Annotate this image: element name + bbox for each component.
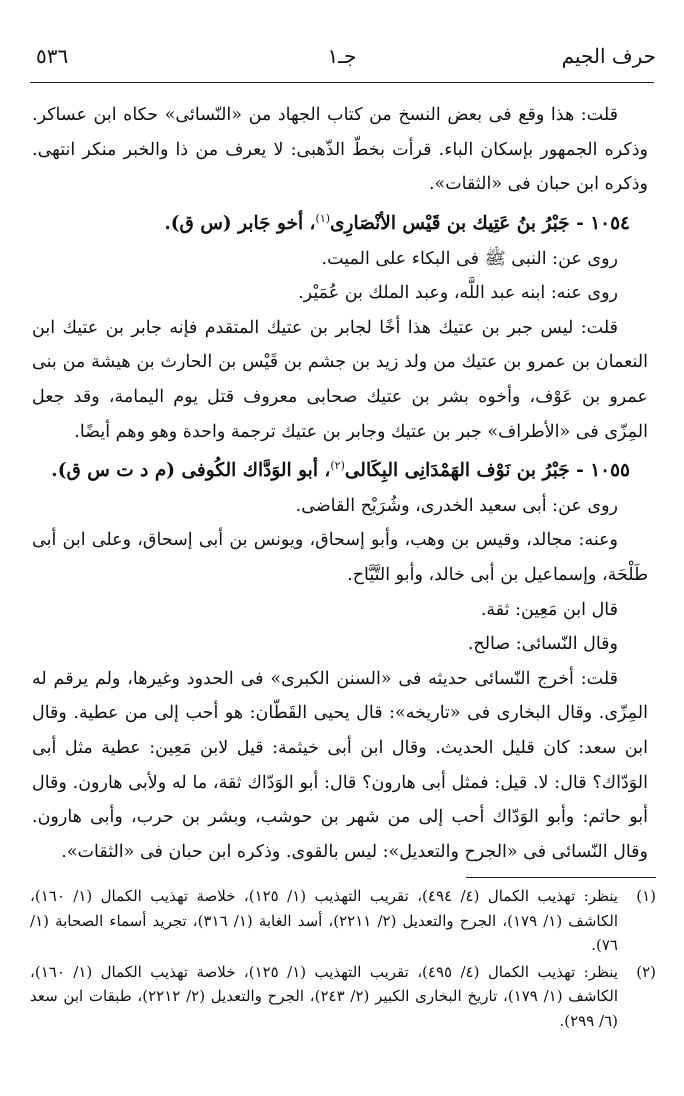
header-divider — [30, 82, 654, 83]
paragraph-ibn-main: قال ابن مَعِين: ثقة. — [480, 599, 618, 620]
footnote-divider — [466, 877, 656, 878]
footnote-item — [30, 884, 656, 958]
footnote-item — [30, 960, 656, 1034]
paragraph-narrated-from-2: روى عن: أبى سعيد الخدرى، وشُرَيْح القاضى. — [295, 495, 618, 516]
entry-title-tail: ، أبو الوَدَّاك الكُوفى (م د ت س ق). — [51, 460, 331, 482]
chapter-title: حرف الجيم — [561, 44, 656, 68]
volume-label: جـ١ — [327, 44, 357, 68]
paragraph-nasai: وقال النّسائى: صالح. — [467, 634, 618, 655]
footnote-ref-1[interactable]: (١) — [315, 211, 331, 225]
paragraph-commentary: قلت: أخرج النّسائى حديثه فى «السنن الكبرى» فى الحدود وغيرها، ولم يرقم له المِزّى. وقال البخارى فى «تاريخه»: قال يحيى القَطّان: هو أحب إلى من عطية. وقال ابن سعد: كان قليل الحديث. وقال ابن أبى خيثمة: قيل لابن مَعِين: عطية مثل أبى الوَدّاك؟ قال: لا. قيل: فمثل أبى هارون؟ قال: أبو الوَدّاك ثقة، ما له ولأبى هارون. وقال أبو حاتم: وأبو الوَدّاك أحب إلى من شهر بن حوشب، وبشر بن حرب، وأبى هارون. وقال النّسائى فى «الجرح والتعديل»: ليس بالقوى. وذكره ابن حبان فى «الثقات». — [32, 668, 648, 862]
main-text — [32, 98, 648, 869]
entry-heading-1054 — [32, 202, 648, 242]
paragraph-narrators: وعنه: مجالد، وقيس بن وهب، وأبو إسحاق، ويونس بن أبى إسحاق، وعلى ابن أبى طَلْحَة، وإسماعيل بن أبى خالد، وأبو التَّيَّاح. — [32, 530, 648, 586]
footnote-text: ينظر: تهذيب الكمال (٤/ ٤٩٤)، تقريب التهذيب (١/ ١٢٥)، خلاصة تهذيب الكمال (١/ ١٦٠)، الكاشف (١/ ١٧٩)، الجرح والتعديل (٢/ ٢٢١١)، أسد الغابة (١/ ٣١٦)، تجريد أسماء الصحابة (١/ ٧٦). — [30, 887, 618, 954]
entry-heading-1055 — [32, 449, 648, 489]
entry-title-tail: ، أخو جَابر (س ق). — [164, 212, 316, 234]
page-number: ٥٣٦ — [36, 44, 69, 68]
running-header — [0, 44, 684, 72]
footnote-number: (١) — [636, 887, 656, 905]
entry-title: ١٠٥٥ - جَبْرُ بن نَوْف الهَمْدَانِى البِكَالى — [344, 460, 630, 482]
paragraph-narrated-from: روى عن: النبى ﷺ فى البكاء على الميت. — [321, 248, 618, 269]
entry-title: ١٠٥٤ - جَبْرُ بنُ عَتِيك بن قَيْس الأنْصَارِى — [330, 212, 630, 234]
paragraph-note-jabr: قلت: ليس جبر بن عتيك هذا أخًا لجابر بن عتيك المتقدم فإنه جابر بن عتيك ابن النعمان بن عمرو بن عتيك من ولد زيد بن جشم بن قَيْس بن الحارث بن هيشة من بنى عمرو بن عَوْف، وأخوه بشر بن عتيك صحابى معروف قتل يوم اليمامة، وقد جعل المِزّى فى «الأطراف» جبر بن عتيك وجابر بن عتيك ترجمة واحدة وهو وهم أيضًا. — [32, 317, 648, 442]
footnote-ref-2[interactable]: (٢) — [330, 459, 345, 473]
footnote-text: ينظر: تهذيب الكمال (٤/ ٤٩٥)، تقريب التهذيب (١/ ١٢٥)، خلاصة تهذيب الكمال (١/ ١٦٠)، الكاشف (١/ ١٧٩)، تاريخ البخارى الكبير (٢/ ٢٤٣)، الجرح والتعديل (٢/ ٢٢١٢)، طبقات ابن سعد (٦/ ٢٩٩). — [30, 962, 618, 1030]
paragraph-note-nasai: قلت: هذا وقع فى بعض النسخ من كتاب الجهاد من «النّسائى» حكاه ابن عساكر. وذكره الجمهور بإسكان الباء. قرأت بخطّ الذّهبى: لا يعرف من ذا والخبر منكر انتهى. وذكره ابن حبان فى «الثقات». — [32, 105, 648, 195]
footnote-number: (٢) — [636, 962, 656, 981]
paragraph-narrated-by: روى عنه: ابنه عبد اللَّه، وعبد الملك بن عُمَيْر. — [298, 283, 618, 304]
footnotes — [30, 884, 656, 1035]
